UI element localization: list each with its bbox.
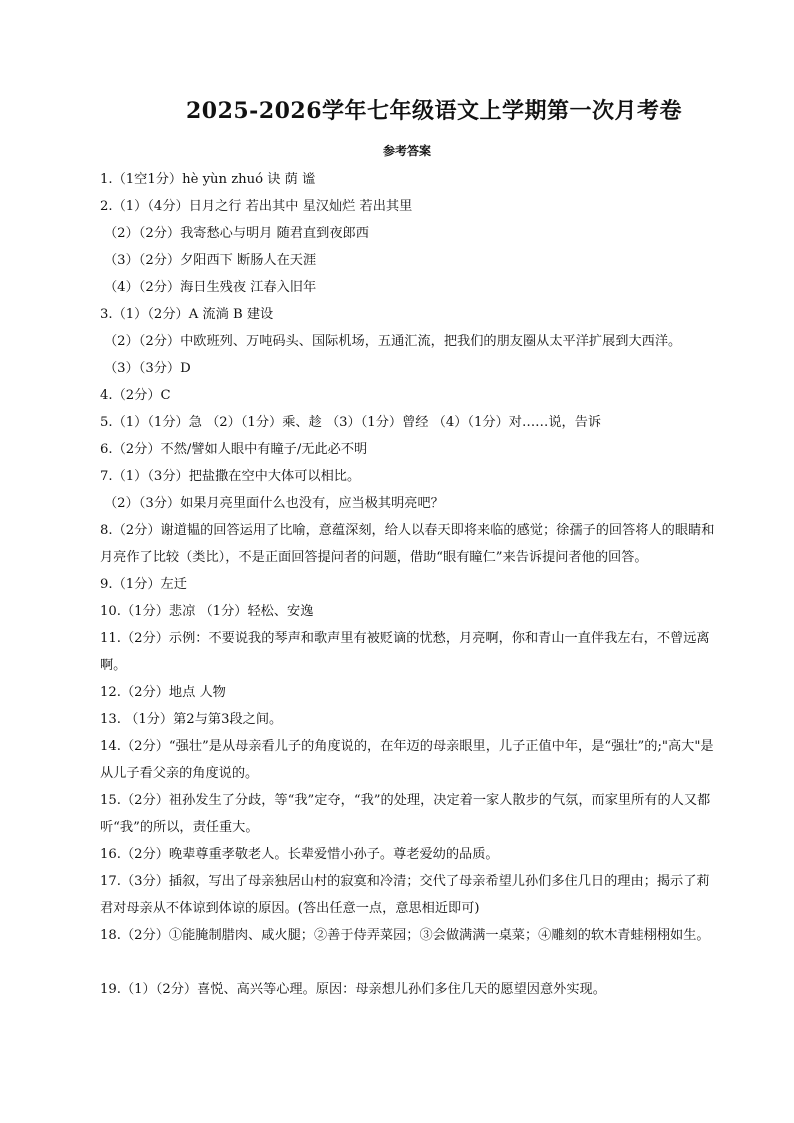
answer-line: 4.（2分）C [100,388,171,403]
answer-line: （4）（2分）海日生残夜 江春入旧年 [104,280,317,295]
answer-line: 12.（2分）地点 人物 [100,685,226,700]
answer-line: 3.（1）（2分）A 流淌 B 建设 [100,307,274,322]
answer-line: 8.（2分）谢道韫的回答运用了比喻，意蕴深刻，给人以春天即将来临的感觉；徐孺子的回答将人的眼睛和月亮作了比较（类比），不是正面回答提问者的问题，借助“眼有瞳仁”来告诉提问者他的回答。 [100,523,715,565]
answer-line: 11.（2分）示例：不要说我的琴声和歌声里有被贬谪的忧愁，月亮啊，你和青山一直伴我左右，不曾远离啊。 [100,631,710,673]
page-title: 2025-2026学年七年级语文上学期第一次月考卷 [185,98,683,124]
answer-list [100,166,722,1003]
answer-line: 5.（1）（1分）急 （2）（1分）乘、趁 （3）（1分）曾经 （4）（1分）对……说，告诉 [100,415,602,430]
answer-line: 16.（2分）晚辈尊重孝敬老人。长辈爱惜小孙子。尊老爱幼的品质。 [100,847,499,862]
answer-line: 15.（2分）祖孙发生了分歧，等“我”定夺，“我”的处理，决定着一家人散步的气氛，而家里所有的人又都听“我”的所以，责任重大。 [100,793,711,835]
answer-line: 17.（3分）插叙，写出了母亲独居山村的寂寞和冷清；交代了母亲希望儿孙们多住几日的理由；揭示了莉君对母亲从不体谅到体谅的原因。(答出任意一点，意思相近即可) [100,874,710,916]
answer-line: 18.（2分）①能腌制腊肉、咸火腿；②善于侍弄菜园；③会做满满一桌菜；④雕刻的软木青蛙栩栩如生。 [100,928,710,943]
answer-line: 13. （1分）第2与第3段之间。 [100,712,283,727]
answer-line: （3）（2分）夕阳西下 断肠人在天涯 [104,253,317,268]
answer-line: 6.（2分）不然/譬如人眼中有瞳子/无此必不明 [100,442,368,457]
answer-line: 1.（1空1分）hè yùn zhuó 诀 荫 谧 [100,172,316,187]
answer-line: （2）（2分）我寄愁心与明月 随君直到夜郎西 [104,226,369,241]
answer-line: 2.（1）（4分）日月之行 若出其中 星汉灿烂 若出其里 [100,199,413,214]
answer-line: 9.（1分）左迁 [100,577,187,592]
answer-line: （2）（2分）中欧班列、万吨码头、国际机场，五通汇流，把我们的朋友圈从太平洋扩展到大西洋。 [104,334,682,349]
answer-line: （3）（3分）D [104,361,191,376]
answer-line: 10.（1分）悲凉 （1分）轻松、安逸 [100,604,314,619]
page-subtitle: 参考答案 [382,144,431,158]
answer-line: 14.（2分）“强壮”是从母亲看儿子的角度说的，在年迈的母亲眼里，儿子正值中年，是“强壮”的;"高大"是从儿子看父亲的角度说的。 [100,739,714,781]
answer-line: 19.（1）（2分）喜悦、高兴等心理。原因：母亲想儿孙们多住几天的愿望因意外实现。 [100,982,606,997]
answer-line: （2）（3分）如果月亮里面什么也没有，应当极其明亮吧？ [104,496,444,511]
answer-line: 7.（1）（3分）把盐撒在空中大体可以相比。 [100,469,361,484]
